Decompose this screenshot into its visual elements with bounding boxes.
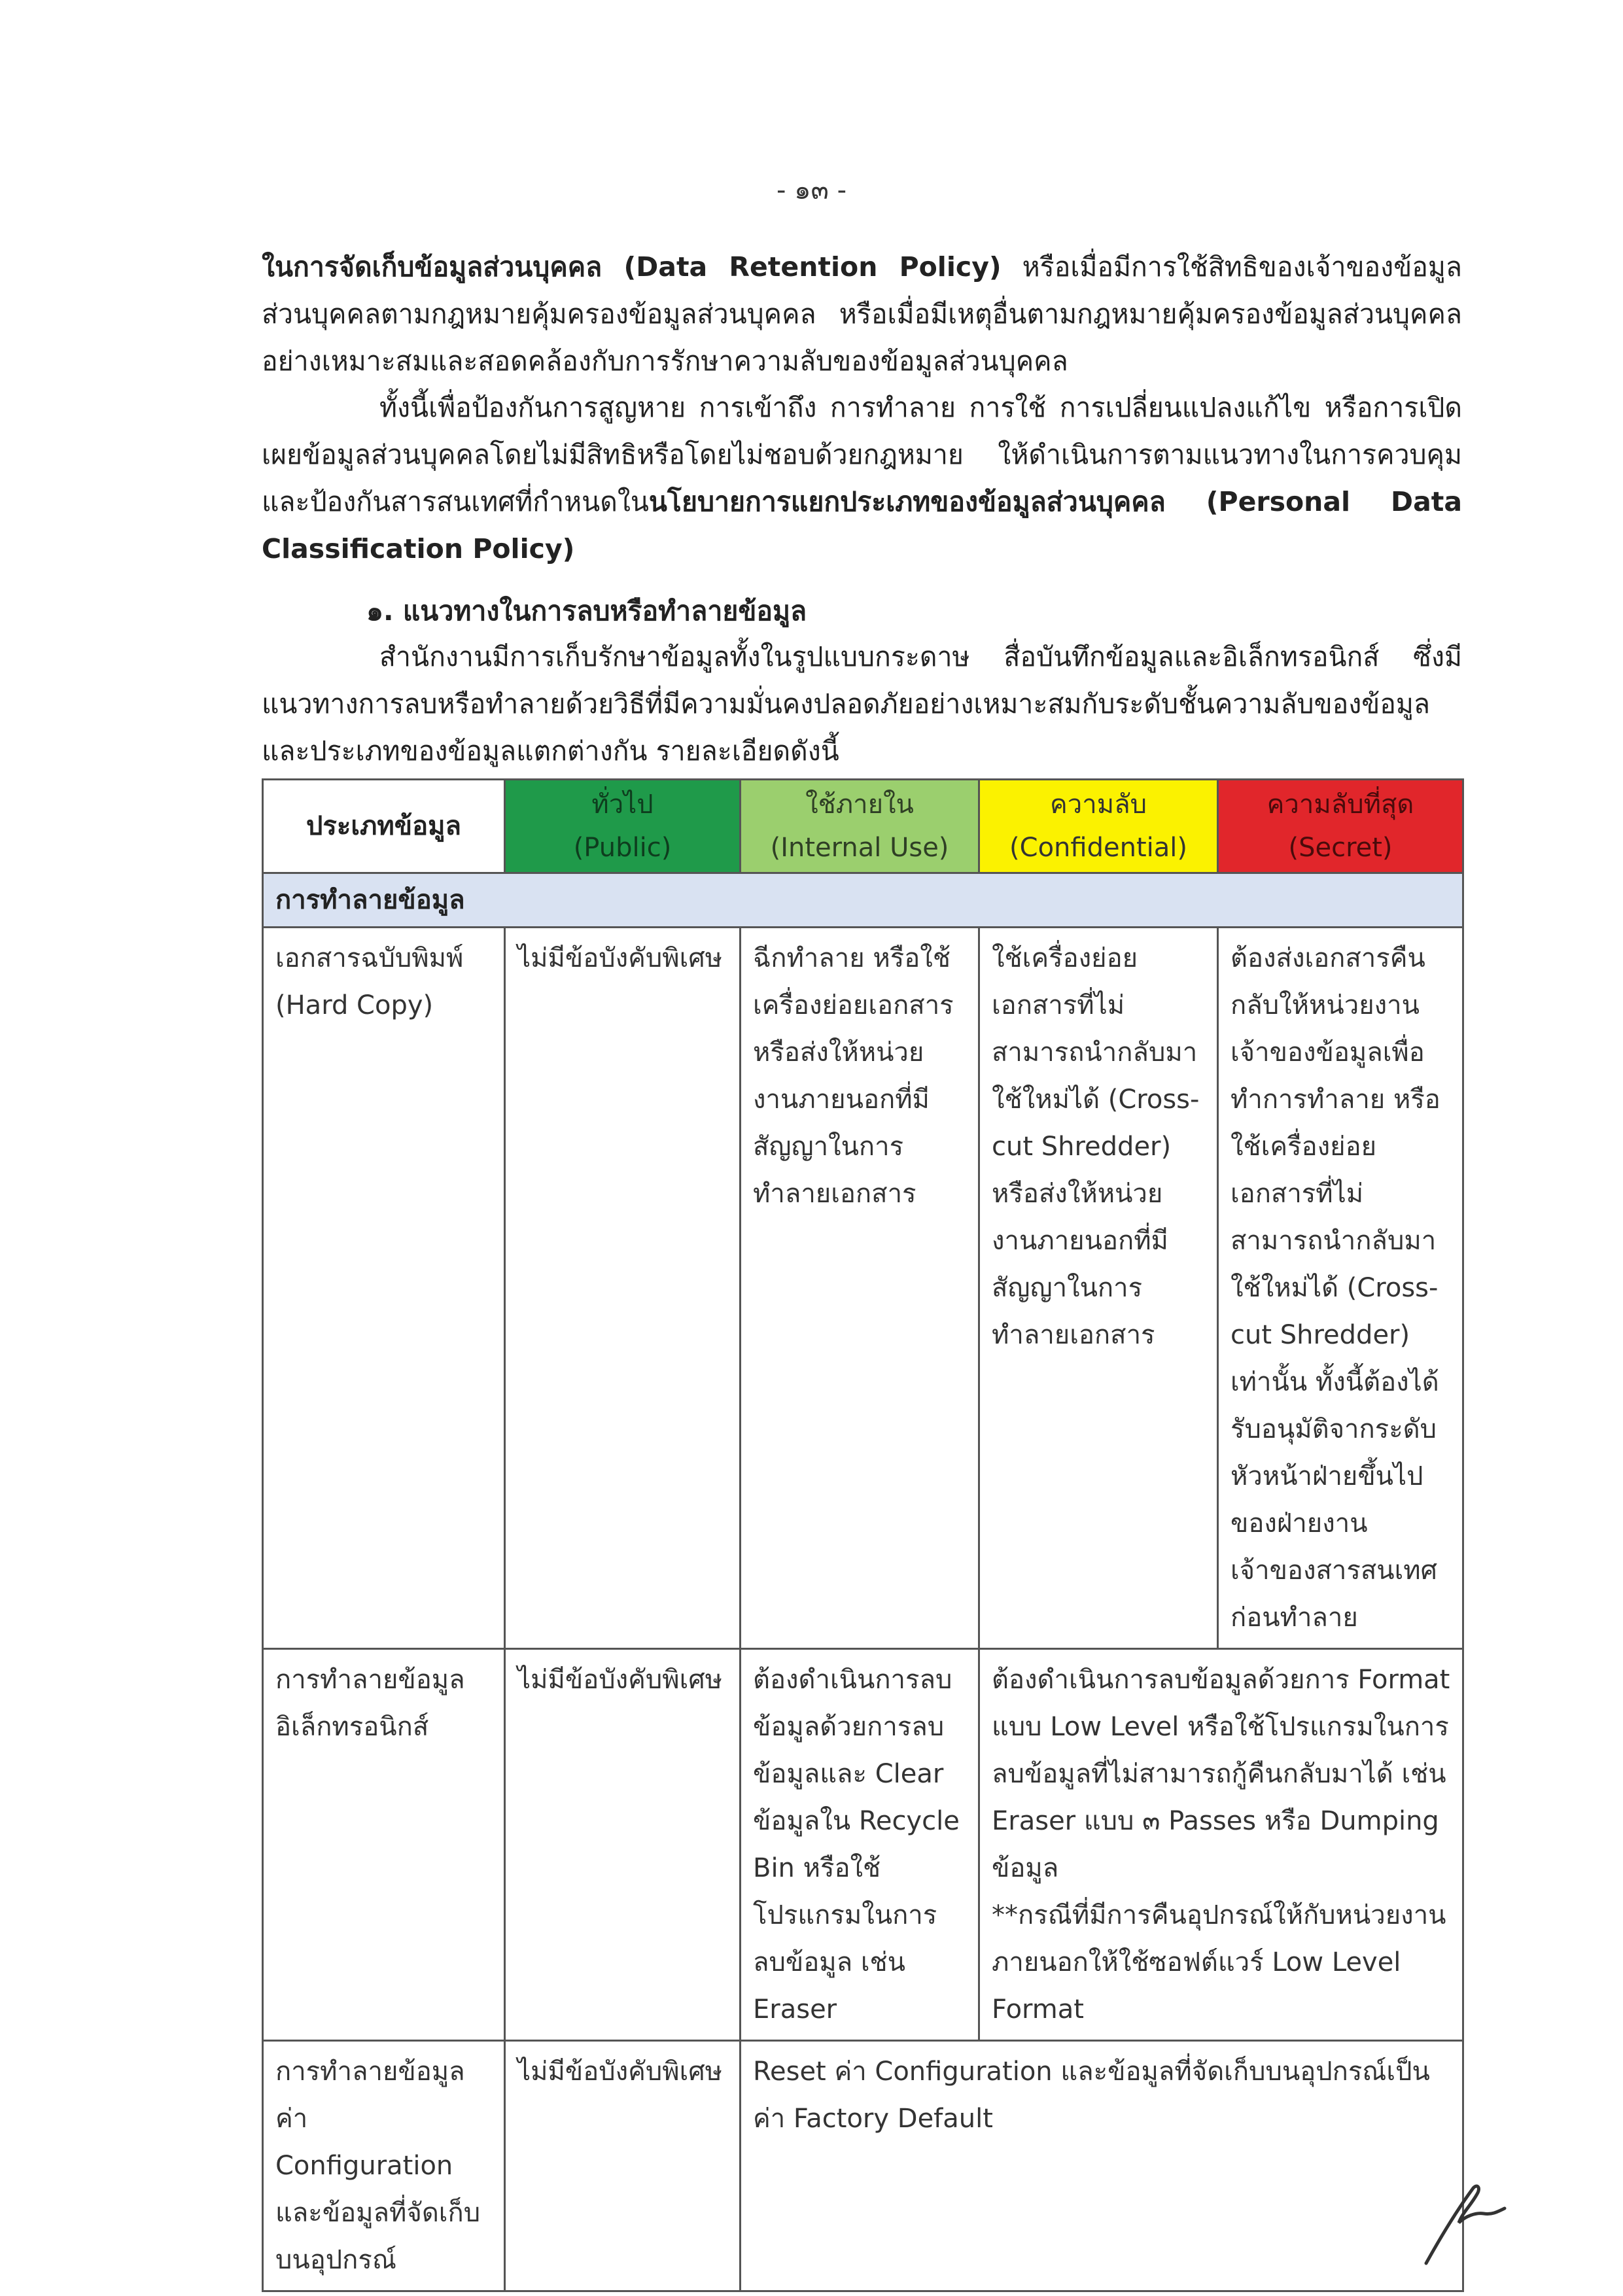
row-electronic-type: การทำลายข้อมูลอิเล็กทรอนิกส์ [263,1649,505,2041]
page-number: - ๑๓ - [776,175,847,205]
retention-policy-title: ในการจัดเก็บข้อมูลส่วนบุคคล (Data Retention Policy) [262,251,1002,283]
row-hardcopy-type: เอกสารฉบับพิมพ์ (Hard Copy) [263,928,505,1649]
table-row [263,2041,1463,2291]
row-hardcopy-secret: ต้องส่งเอกสารคืนกลับให้หน่วยงานเจ้าของข้อมูลเพื่อทำการทำลาย หรือใช้เครื่องย่อยเอกสารที่ไม่สามารถนำกลับมาใช้ใหม่ได้ (Cross-cut Shredder) เท่านั้น ทั้งนี้ต้องได้รับอนุมัติจากระดับหัวหน้าฝ่ายขึ้นไปของฝ่ายงานเจ้าของสารสนเทศก่อนทำลาย [1218,928,1463,1649]
header-public-en: (Public) [573,833,672,863]
row-electronic-public: ไม่มีข้อบังคับพิเศษ [505,1649,741,2041]
row-hardcopy-confidential: ใช้เครื่องย่อยเอกสารที่ไม่สามารถนำกลับมาใช้ใหม่ได้ (Cross-cut Shredder) หรือส่งให้หน่วยงานภายนอกที่มีสัญญาในการทำลายเอกสาร [979,928,1218,1649]
row-hardcopy-internal: ฉีกทำลาย หรือใช้เครื่องย่อยเอกสาร หรือส่งให้หน่วยงานภายนอกที่มีสัญญาในการทำลายเอกสาร [741,928,979,1649]
protection-text: ทั้งนี้เพื่อป้องกันการสูญหาย การเข้าถึง การทำลาย การใช้ การเปลี่ยนแปลงแก้ไข หรือการเปิดเผยข้อมูลส่วนบุคคลโดยไม่มีสิทธิหรือโดยไม่ชอบด้วยกฎหมาย ให้ดำเนินการตามแนวทางในการควบคุมและป้องกันสารสนเทศที่กำหนดใน [262,392,1462,517]
header-internal-th: ใช้ภายใน [805,790,914,820]
table-header-row [263,780,1463,873]
table-row [263,928,1463,1649]
header-confidential-th: ความลับ [1050,790,1147,820]
row-electronic-conf-secret-text: ต้องดำเนินการลบข้อมูลด้วยการ Format แบบ Low Level หรือใช้โปรแกรมในการลบข้อมูลที่ไม่สามารถกู้คืนกลับมาได้ เช่น Eraser แบบ ๓ Passes หรือ Dumping ข้อมูล [992,1665,1450,1883]
retention-policy-text: หรือเมื่อมีการใช้สิทธิของเจ้าของข้อมูลส่วนบุคคลตามกฎหมายคุ้มครองข้อมูลส่วนบุคคล หรือเมื่อมีเหตุอื่นตามกฎหมายคุ้มครองข้อมูลส่วนบุคคลอย่างเหมาะสมและสอดคล้องกับการรักษาความลับของข้อมูลส่วนบุคคล [262,251,1462,377]
paragraph-protection [262,384,1462,572]
table-section-row [263,873,1463,928]
section-heading-deletion: ๑. แนวทางในการลบหรือทำลายข้อมูล [366,595,807,627]
paragraph-retention [262,243,1462,385]
row-electronic-internal: ต้องดำเนินการลบข้อมูลด้วยการลบข้อมูลและ Clear ข้อมูลใน Recycle Bin หรือใช้โปรแกรมในการลบข้อมูล เช่น Eraser [741,1649,979,2041]
table-row [263,1649,1463,2041]
header-data-type: ประเภทข้อมูล [263,780,505,873]
header-confidential [979,780,1218,873]
header-internal-en: (Internal Use) [770,833,949,863]
header-confidential-en: (Confidential) [1009,833,1187,863]
row-hardcopy-public: ไม่มีข้อบังคับพิเศษ [505,928,741,1649]
header-secret-th: ความลับที่สุด [1266,790,1414,820]
row-electronic-note: **กรณีที่มีการคืนอุปกรณ์ให้กับหน่วยงานภายนอกให้ใช้ซอฟต์แวร์ Low Level Format [992,1900,1446,2025]
header-public-th: ทั่วไป [591,790,654,820]
row-config-rest: Reset ค่า Configuration และข้อมูลที่จัดเก็บบนอุปกรณ์เป็นค่า Factory Default [741,2041,1463,2291]
header-secret [1218,780,1463,873]
classification-policy-title: นโยบายการแยกประเภทของข้อมูลส่วนบุคคล (Personal Data Classification Policy) [262,486,1462,565]
data-destruction-table [262,778,1464,2292]
row-config-public: ไม่มีข้อบังคับพิเศษ [505,2041,741,2291]
storage-text: สำนักงานมีการเก็บรักษาข้อมูลทั้งในรูปแบบกระดาษ สื่อบันทึกข้อมูลและอิเล็กทรอนิกส์ ซึ่งมีแนวทางการลบหรือทำลายด้วยวิธีที่มีความมั่นคงปลอดภัยอย่างเหมาะสมกับระดับชั้นความลับของข้อมูลและประเภทของข้อมูลแตกต่างกัน รายละเอียดดังนี้ [262,641,1462,767]
header-internal [741,780,979,873]
section-destruction: การทำลายข้อมูล [263,873,1463,928]
row-electronic-conf-secret [979,1649,1463,2041]
paragraph-storage [262,633,1462,774]
header-public [505,780,741,873]
header-secret-en: (Secret) [1288,833,1393,863]
row-config-type: การทำลายข้อมูลค่า Configuration และข้อมูลที่จัดเก็บบนอุปกรณ์ [263,2041,505,2291]
handwritten-initials-icon [1413,2172,1511,2270]
